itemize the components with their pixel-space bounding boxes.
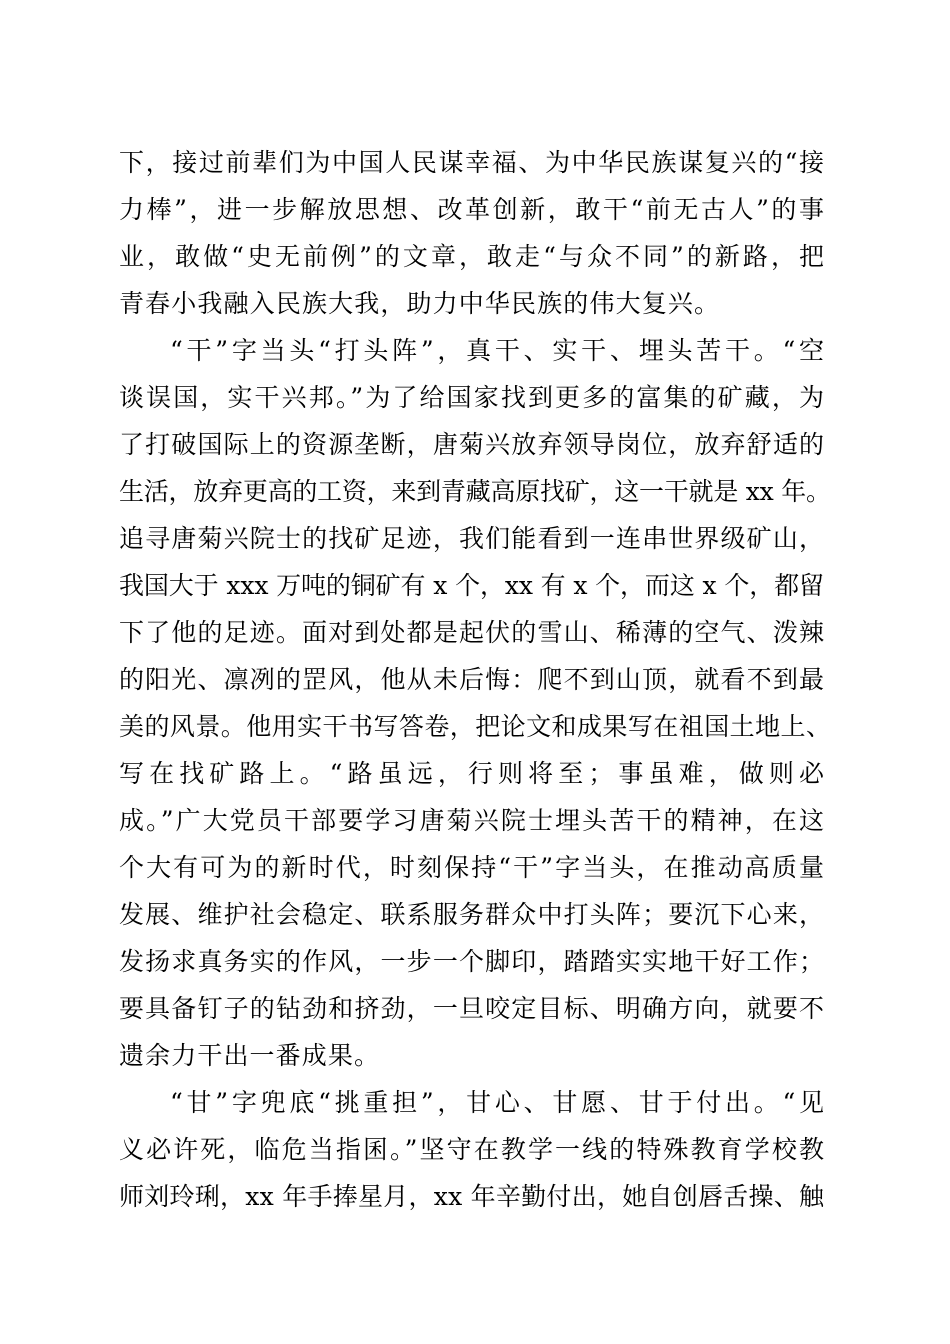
text-line: 我国大于 xxx 万吨的铜矿有 x 个，xx 有 x 个，而这 x 个，都留: [119, 571, 824, 600]
text-line: 写在找矿路上。“路虽远，行则将至；事虽难，做则必: [119, 759, 830, 788]
text-line: 美的风景。他用实干书写答卷，把论文和成果写在祖国土地上、: [119, 712, 832, 741]
paragraph-start-line: “甘”字兜底“挑重担”，甘心、甘愿、甘于付出。“见: [170, 1088, 828, 1117]
text-line: 生活，放弃更高的工资，来到青藏高原找矿，这一干就是 xx 年。: [119, 477, 831, 506]
paragraph-start-line: “干”字当头“打头阵”，真干、实干、埋头苦干。“空: [170, 336, 828, 365]
text-line: 成。”广大党员干部要学习唐菊兴院士埋头苦干的精神，在这: [119, 806, 827, 835]
text-line: 师刘玲琍，xx 年手捧星月，xx 年辛勤付出，她自创唇舌操、触: [119, 1182, 825, 1211]
text-line: 遗余力干出一番成果。: [119, 1041, 381, 1070]
text-line: 追寻唐菊兴院士的找矿足迹，我们能看到一连串世界级矿山，: [119, 524, 826, 553]
text-line: 业，敢做“史无前例”的文章，敢走“与众不同”的新路，把: [119, 242, 828, 271]
text-line: 谈误国，实干兴邦。”为了给国家找到更多的富集的矿藏，为: [119, 383, 827, 412]
text-line: 发扬求真务实的作风，一步一个脚印，踏踏实实地干好工作；: [119, 947, 826, 976]
text-line: 要具备钉子的钻劲和挤劲，一旦咬定目标、明确方向，就要不: [119, 994, 826, 1023]
text-line: 义必许死，临危当指囷。”坚守在教学一线的特殊教育学校教: [119, 1135, 827, 1164]
text-line: 下了他的足迹。面对到处都是起伏的雪山、稀薄的空气、泼辣: [119, 618, 826, 647]
text-line: 下，接过前辈们为中国人民谋幸福、为中华民族谋复兴的“接: [119, 148, 826, 177]
text-line: 个大有可为的新时代，时刻保持“干”字当头，在推动高质量: [119, 853, 827, 882]
text-line: 发展、维护社会稳定、联系服务群众中打头阵；要沉下心来，: [119, 900, 826, 929]
text-line: 青春小我融入民族大我，助力中华民族的伟大复兴。: [119, 289, 721, 318]
text-line: 的阳光、凛冽的罡风，他从未后悔：爬不到山顶，就看不到最: [119, 665, 826, 694]
text-line: 力棒”，进一步解放思想、改革创新，敢干“前无古人”的事: [119, 195, 827, 224]
text-line: 了打破国际上的资源垄断，唐菊兴放弃领导岗位，放弃舒适的: [119, 430, 826, 459]
